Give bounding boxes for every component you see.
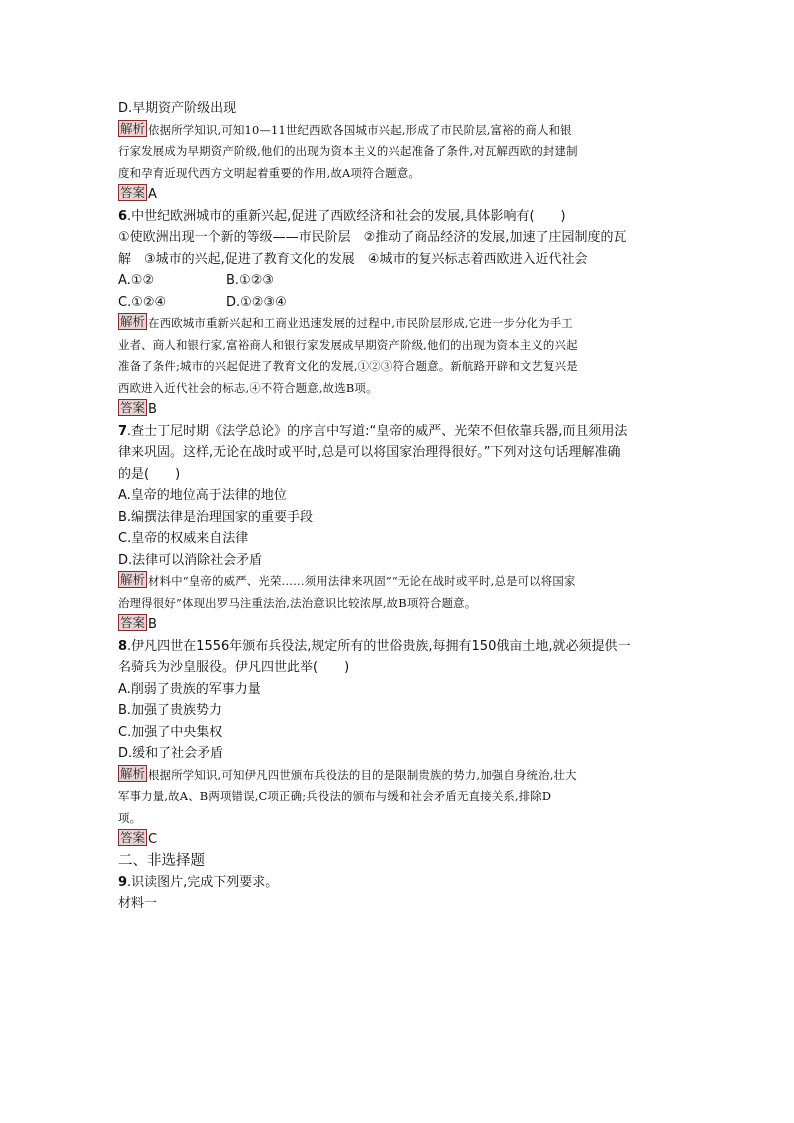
question-stem: 7.查士丁尼时期《法学总论》的序言中写道:“皇帝的威严、光荣不但依靠兵器,而且须用法 (118, 423, 628, 439)
option-b: B.加强了贵族势力 (118, 703, 223, 718)
explanation-line: 军事力量,故A、B两项错误,C项正确;兵役法的颁布与缓和社会矛盾无直接关系,排除D (118, 789, 552, 803)
option-d: D.缓和了社会矛盾 (118, 746, 224, 761)
explanation-block (118, 571, 678, 614)
answer-value: B (148, 617, 157, 632)
option-c: C.皇帝的权威来自法律 (118, 531, 249, 546)
answer-tag: 答案 (120, 830, 146, 845)
explanation-line: 行家发展成为早期资产阶级,他们的出现为资本主义的兴起准备了条件,对瓦解西欧的封建制 (118, 144, 578, 158)
option-b: B.编撰法律是治理国家的重要手段 (118, 509, 314, 525)
explanation-tag: 解析 (120, 314, 146, 329)
option-d: D.①②③④ (226, 294, 287, 310)
option-a: A.皇帝的地位高于法律的地位 (118, 488, 287, 503)
answer-line (118, 614, 678, 636)
question-stem-line: 律来巩固。这样,无论在战时或平时,总是可以将国家治理得很好。”下列对这句话理解准确 (118, 445, 621, 460)
question-items: ①使欧洲出现一个新的等级——市民阶层 ②推动了商品经济的发展,加速了庄园制度的瓦 (118, 230, 627, 245)
explanation-line: 业者、商人和银行家,富裕商人和银行家发展成早期资产阶级,他们的出现为资本主义的兴起 (118, 337, 578, 352)
option-row (118, 270, 678, 292)
answer-line (118, 399, 678, 421)
explanation-line: 解析 在西欧城市重新兴起和工商业迅速发展的过程中,市民阶层形成,它进一步分化为手工 (120, 314, 573, 330)
explanation-line: 治理得很好”体现出罗马注重法治,法治意识比较浓厚,故B项符合题意。 (118, 595, 477, 610)
explanation-tag: 解析 (120, 765, 146, 781)
section-title: 二、非选择题 (118, 852, 205, 869)
question-stem-line: 名骑兵为沙皇服役。伊凡四世此举( ) (118, 660, 350, 675)
option-c: C.①②④ (118, 294, 167, 310)
question-number: 6 (118, 208, 128, 224)
answer-line (118, 829, 678, 851)
question-stem-line: 的是( ) (118, 466, 181, 482)
explanation-line: 解析 根据所学知识,可知伊凡四世颁布兵役法的目的是限制贵族的势力,加强自身统治,壮大 (120, 765, 577, 782)
question-number: 9 (118, 874, 128, 890)
explanation-block (118, 120, 678, 185)
question-items: 解 ③城市的兴起,促进了教育文化的发展 ④城市的复兴标志着西欧进入近代社会 (118, 251, 588, 267)
answer-tag: 答案 (120, 400, 146, 415)
answer-line (118, 184, 678, 206)
answer-tag: 答案 (120, 615, 146, 630)
question-stem: 6.中世纪欧洲城市的重新兴起,促进了西欧经济和社会的发展,具体影响有( ) (118, 208, 566, 224)
answer-tag: 答案 (120, 185, 146, 200)
option-d: D.早期资产阶级出现 (118, 101, 237, 116)
explanation-line: 项。 (118, 810, 142, 825)
explanation-block (118, 765, 678, 830)
explanation-block (118, 313, 678, 399)
option-row (118, 292, 678, 314)
question-stem: 9.识读图片,完成下列要求。 (118, 874, 279, 890)
question-number: 7 (118, 423, 128, 439)
answer-value: A (148, 187, 157, 202)
option-a: A.①② (118, 273, 155, 288)
option-a: A.削弱了贵族的军事力量 (118, 681, 261, 697)
explanation-line: 解析 依据所学知识,可知10—11世纪西欧各国城市兴起,形成了市民阶层,富裕的商人和银 (120, 120, 572, 137)
explanation-line: 西欧进入近代社会的标志,④不符合题意,故选B项。 (118, 380, 378, 395)
answer-value: B (148, 402, 157, 417)
option-c: C.加强了中央集权 (118, 724, 223, 740)
explanation-tag: 解析 (120, 120, 146, 136)
explanation-tag: 解析 (120, 572, 146, 587)
option-b: B.①②③ (226, 273, 275, 288)
explanation-line: 度和孕育近现代西方文明起着重要的作用,故A项符合题意。 (118, 165, 421, 180)
explanation-line: 准备了条件;城市的兴起促进了教育文化的发展,①②③符合题意。新航路开辟和文艺复兴是 (118, 359, 578, 373)
answer-value: C (148, 832, 158, 847)
explanation-line: 解析 材料中“皇帝的威严、光荣……须用法律来巩固”“无论在战时或平时,总是可以将国家 (120, 572, 576, 588)
question-number: 8 (118, 638, 128, 654)
option-d: D.法律可以消除社会矛盾 (118, 552, 263, 568)
document-page (118, 98, 678, 915)
question-stem: 8.伊凡四世在1556年颁布兵役法,规定所有的世俗贵族,每拥有150俄亩土地,就必须提供一 (118, 638, 631, 654)
material-label: 材料一 (118, 896, 158, 911)
